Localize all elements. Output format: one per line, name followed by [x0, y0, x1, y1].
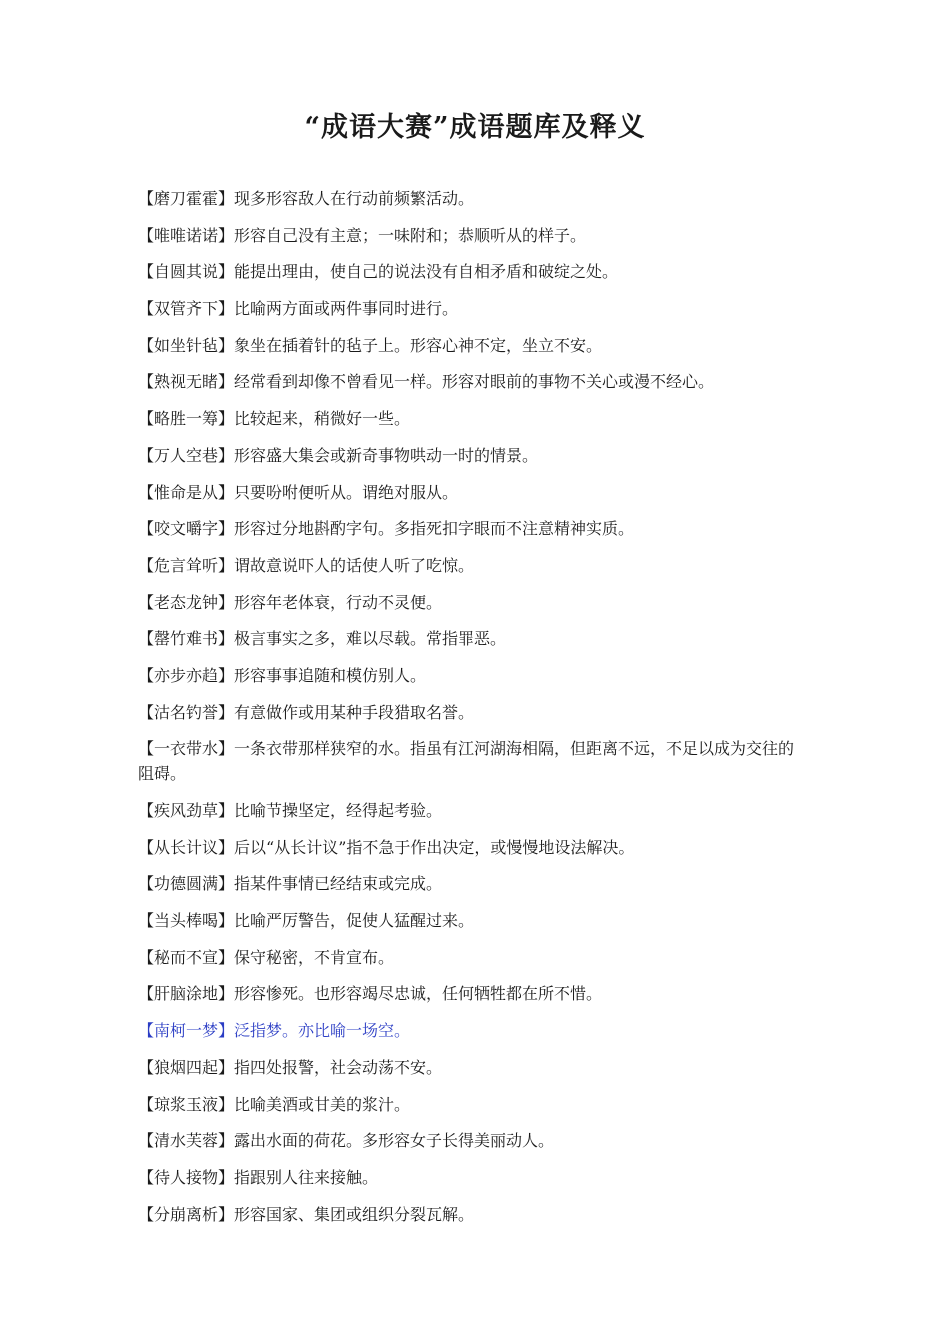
bracket-open: 【 [138, 189, 155, 208]
idiom-definition: 只要吩咐便听从。谓绝对服从。 [234, 482, 459, 502]
bracket-open: 【 [138, 837, 155, 857]
bracket-open: 【 [138, 1204, 155, 1224]
idiom-definition: 比喻两方面或两件事同时进行。 [234, 299, 459, 319]
bracket-close: 】 [218, 702, 235, 722]
idiom-definition: 后以“从长计议”指不急于作出决定，或慢慢地设法解决。 [234, 837, 635, 857]
idiom-definition: 形容过分地斟酌字句。多指死扣字眼而不注意精神实质。 [234, 519, 635, 539]
idiom-definition: 形容惨死。也形容竭尽忠诚，任何牺牲都在所不惜。 [234, 984, 603, 1004]
idiom-term: 秘而不宣 [154, 947, 219, 967]
bracket-close: 】 [218, 911, 235, 931]
bracket-open: 【 [138, 1021, 155, 1041]
bracket-open: 【 [138, 299, 155, 319]
idiom-entry [138, 223, 808, 248]
bracket-close: 】 [218, 482, 235, 502]
idiom-entry [138, 516, 808, 541]
bracket-open: 【 [138, 445, 155, 465]
idiom-term: 疾风劲草 [154, 801, 219, 820]
idiom-entry [138, 908, 808, 933]
idiom-entry [138, 736, 808, 786]
idiom-entry [138, 835, 808, 860]
bracket-open: 【 [138, 739, 155, 759]
idiom-term: 惟命是从 [154, 482, 219, 502]
idiom-list [138, 186, 808, 1238]
page-title: “成语大赛”成语题库及释义 [304, 112, 646, 143]
bracket-close: 】 [218, 1167, 235, 1187]
idiom-entry [138, 1128, 808, 1153]
bracket-open: 【 [138, 665, 155, 685]
idiom-definition: 有意做作或用某种手段猎取名誉。 [234, 702, 475, 722]
bracket-close: 】 [218, 372, 235, 392]
idiom-entry [138, 700, 808, 725]
bracket-open: 【 [138, 262, 155, 282]
idiom-definition: 比喻严厉警告，促使人猛醒过来。 [234, 911, 475, 931]
idiom-definition: 谓故意说吓人的话使人听了吃惊。 [234, 555, 475, 575]
bracket-open: 【 [138, 519, 155, 539]
bracket-open: 【 [138, 1057, 155, 1077]
bracket-open: 【 [138, 1167, 155, 1187]
bracket-close: 】 [218, 225, 235, 245]
idiom-entry [138, 296, 808, 321]
idiom-term: 略胜一筹 [154, 409, 219, 429]
bracket-open: 【 [138, 1094, 155, 1114]
bracket-close: 】 [218, 739, 235, 759]
idiom-entry [138, 626, 808, 651]
idiom-entry [138, 1018, 808, 1043]
idiom-term: 从长计议 [154, 837, 219, 857]
idiom-term: 危言耸听 [154, 555, 219, 575]
idiom-definition: 比喻节操坚定，经得起考验。 [234, 801, 443, 820]
idiom-term: 自圆其说 [154, 262, 219, 282]
idiom-definition: 一条衣带那样狭窄的水。指虽有江河湖海相隔，但距离不远，不足以成为交往的阻碍。 [138, 739, 795, 784]
idiom-entry [138, 369, 808, 394]
idiom-entry [138, 259, 808, 284]
idiom-definition: 指四处报警，社会动荡不安。 [234, 1057, 443, 1077]
idiom-definition: 形容盛大集会或新奇事物哄动一时的情景。 [234, 445, 539, 465]
idiom-entry [138, 663, 808, 688]
idiom-term: 南柯一梦 [154, 1021, 219, 1041]
idiom-entry [138, 480, 808, 505]
idiom-term: 功德圆满 [154, 874, 219, 894]
bracket-close: 】 [218, 947, 235, 967]
bracket-open: 【 [138, 947, 155, 967]
idiom-definition: 极言事实之多，难以尽载。常指罪恶。 [234, 629, 507, 649]
bracket-close: 】 [218, 1131, 235, 1151]
idiom-term: 罄竹难书 [154, 629, 219, 649]
bracket-close: 】 [218, 874, 235, 894]
idiom-entry [138, 186, 808, 211]
bracket-close: 】 [218, 629, 235, 649]
idiom-entry [138, 406, 808, 431]
bracket-close: 】 [218, 665, 235, 685]
idiom-definition: 形容国家、集团或组织分裂瓦解。 [234, 1204, 475, 1224]
idiom-term: 亦步亦趋 [154, 665, 219, 685]
bracket-open: 【 [138, 592, 155, 612]
idiom-definition: 象坐在插着针的毡子上。形容心神不定，坐立不安。 [234, 335, 603, 355]
bracket-open: 【 [138, 984, 155, 1004]
idiom-term: 沽名钓誉 [154, 702, 219, 722]
idiom-term: 磨刀霍霍 [154, 189, 219, 208]
bracket-open: 【 [138, 911, 155, 931]
idiom-definition: 指跟别人往来接触。 [234, 1167, 379, 1187]
bracket-close: 】 [218, 409, 235, 429]
bracket-open: 【 [138, 372, 155, 392]
idiom-term: 如坐针毡 [154, 335, 219, 355]
bracket-close: 】 [218, 837, 235, 857]
idiom-definition: 能提出理由，使自己的说法没有自相矛盾和破绽之处。 [234, 262, 619, 282]
idiom-entry [138, 1165, 808, 1190]
bracket-close: 】 [218, 1021, 235, 1041]
bracket-close: 】 [218, 445, 235, 465]
idiom-term: 一衣带水 [154, 739, 219, 759]
idiom-entry [138, 1092, 808, 1117]
idiom-term: 清水芙蓉 [154, 1131, 219, 1151]
idiom-entry [138, 945, 808, 970]
idiom-definition: 比喻美酒或甘美的浆汁。 [234, 1094, 411, 1114]
bracket-open: 【 [138, 482, 155, 502]
idiom-definition: 形容事事追随和模仿别人。 [234, 665, 427, 685]
bracket-close: 】 [218, 1094, 235, 1114]
bracket-open: 【 [138, 555, 155, 575]
idiom-definition: 现多形容敌人在行动前频繁活动。 [234, 189, 475, 208]
idiom-definition: 保守秘密，不肯宣布。 [234, 947, 395, 967]
idiom-term: 双管齐下 [154, 299, 219, 319]
bracket-close: 】 [218, 592, 235, 612]
idiom-entry [138, 553, 808, 578]
idiom-term: 狼烟四起 [154, 1057, 219, 1077]
idiom-term: 分崩离析 [154, 1204, 219, 1224]
idiom-entry [138, 871, 808, 896]
idiom-definition: 比较起来，稍微好一些。 [234, 409, 411, 429]
bracket-close: 】 [218, 299, 235, 319]
bracket-close: 】 [218, 555, 235, 575]
bracket-close: 】 [218, 189, 235, 208]
idiom-definition: 形容自己没有主意；一味附和；恭顺听从的样子。 [234, 225, 587, 245]
idiom-entry [138, 1202, 808, 1227]
idiom-entry [138, 333, 808, 358]
idiom-definition: 露出水面的荷花。多形容女子长得美丽动人。 [234, 1131, 555, 1151]
idiom-definition: 形容年老体衰，行动不灵便。 [234, 592, 443, 612]
idiom-term: 肝脑涂地 [154, 984, 219, 1004]
bracket-open: 【 [138, 702, 155, 722]
bracket-open: 【 [138, 335, 155, 355]
bracket-close: 】 [218, 1204, 235, 1224]
idiom-definition: 指某件事情已经结束或完成。 [234, 874, 443, 894]
bracket-open: 【 [138, 874, 155, 894]
idiom-definition: 经常看到却像不曾看见一样。形容对眼前的事物不关心或漫不经心。 [234, 372, 715, 392]
idiom-entry [138, 443, 808, 468]
idiom-entry [138, 1055, 808, 1080]
idiom-entry [138, 590, 808, 615]
bracket-close: 】 [218, 801, 235, 820]
idiom-term: 咬文嚼字 [154, 519, 219, 539]
bracket-close: 】 [218, 519, 235, 539]
bracket-close: 】 [218, 1057, 235, 1077]
bracket-open: 【 [138, 629, 155, 649]
idiom-entry [138, 798, 808, 823]
idiom-term: 万人空巷 [154, 445, 219, 465]
bracket-open: 【 [138, 225, 155, 245]
idiom-term: 老态龙钟 [154, 592, 219, 612]
idiom-term: 琼浆玉液 [154, 1094, 219, 1114]
bracket-close: 】 [218, 262, 235, 282]
idiom-term: 熟视无睹 [154, 372, 219, 392]
bracket-close: 】 [218, 984, 235, 1004]
idiom-entry [138, 981, 808, 1006]
bracket-close: 】 [218, 335, 235, 355]
bracket-open: 【 [138, 801, 155, 820]
idiom-term: 唯唯诺诺 [154, 225, 219, 245]
bracket-open: 【 [138, 1131, 155, 1151]
idiom-definition: 泛指梦。亦比喻一场空。 [234, 1021, 411, 1041]
idiom-term: 待人接物 [154, 1167, 219, 1187]
bracket-open: 【 [138, 409, 155, 429]
idiom-term: 当头棒喝 [154, 911, 219, 931]
